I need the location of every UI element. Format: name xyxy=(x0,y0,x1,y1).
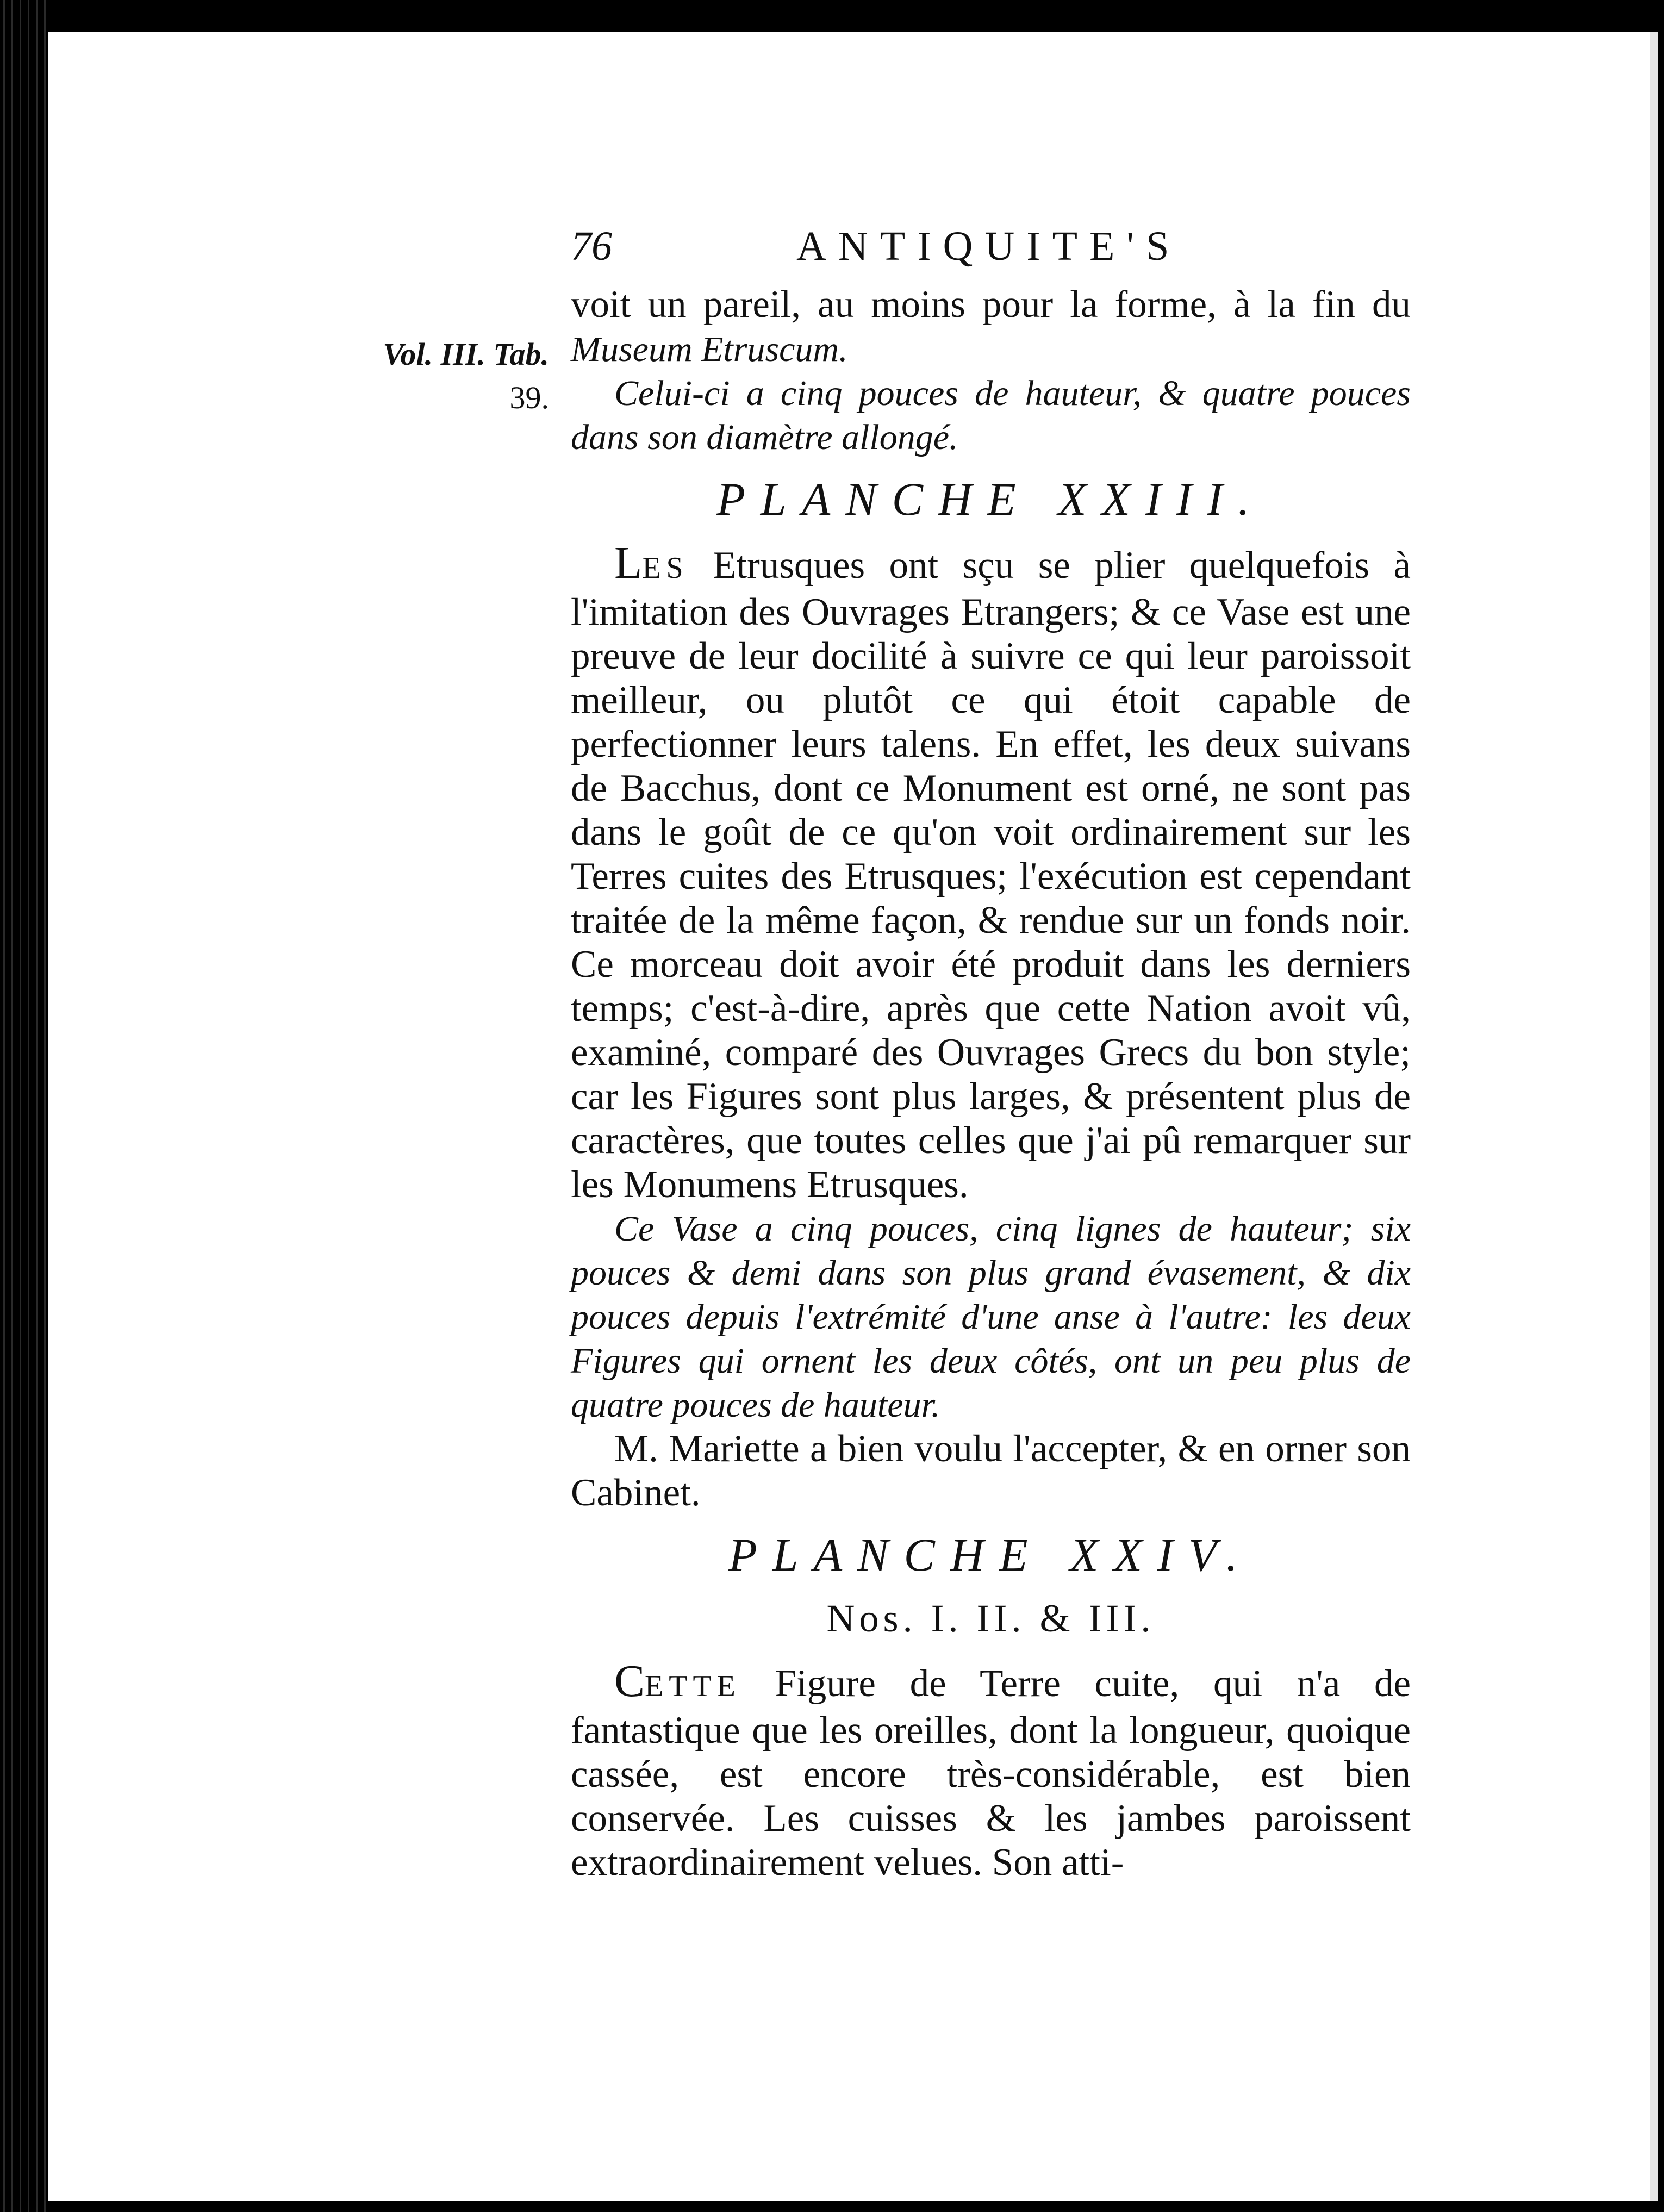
page-number: 76 xyxy=(571,223,612,269)
plate-23-owner: M. Mariette a bien voulu l'accepter, & en orner son Cabinet. xyxy=(571,1428,1411,1514)
margin-note-number: 39. xyxy=(509,380,549,415)
intro-italic-title: Museum Etruscum. xyxy=(571,329,848,369)
margin-note-ref: Vol. III. Tab. xyxy=(383,337,549,372)
margin-note xyxy=(326,333,549,420)
plate-23-dimensions: Ce Vase a cinq pouces, cinq lignes de hauteur; six pouces & demi dans son plus grand évasement, & dix pouces depuis l'extrémité d'une anse à l'autre: les deux Figures qui ornent les deux côtés, ont un peu plus de quatre pouces de hauteur. xyxy=(571,1209,1411,1425)
plate-24-text: Figure de Terre cuite, qui n'a de fantastique que les oreilles, dont la longueur, quoique cassée, est encore très-considérable, est bien conservée. Les cuisses & les jambes paroissent extraordinairement velues. Son atti- xyxy=(571,1662,1411,1884)
intro-dimensions: Celui-ci a cinq pouces de hauteur, & quatre pouces dans son diamètre allongé. xyxy=(571,373,1411,457)
book-binding-edge xyxy=(0,0,50,2212)
plate-24-smallcaps: ETTE xyxy=(645,1669,741,1703)
page-header xyxy=(571,223,1245,283)
plate-24-heading: PLANCHE XXIV. xyxy=(728,1529,1253,1581)
intro-text: voit un pareil, au moins pour la forme, à la fin du xyxy=(571,283,1411,326)
plate-23-smallcaps: ES xyxy=(642,551,689,585)
running-title: ANTIQUITE'S xyxy=(796,223,1181,269)
plate-23-initial: L xyxy=(614,538,643,588)
plate-23-heading: PLANCHE XXIII. xyxy=(716,473,1265,525)
plate-23-paragraph xyxy=(571,538,1411,1207)
plate-24-initial: C xyxy=(614,1656,645,1706)
plate-23-text: Etrusques ont sçu se plier quelquefois à l'imitation des Ouvrages Etrangers; & ce Vase est une preuve de leur docilité à suivre ce qui leur paroissoit meilleur, ou plutôt ce qui étoit capable de perfectionner leurs talens. En effet, les deux suivans de Bacchus, dont ce Monument est orné, ne sont pas dans le goût de ce qu'on voit ordinairement sur les Terres cuites des Etrusques; l'exécution est cependant traitée de la même façon, & rendue sur un fonds noir. Ce morceau doit avoir été produit dans les derniers temps; c'est-à-dire, après que cette Nation avoit vû, examiné, comparé des Ouvrages Grecs du bon style; car les Figures sont plus larges, & présentent plus de caractères, que toutes celles que j'ai pû remarquer sur les Monumens Etrusques. xyxy=(571,544,1411,1206)
plate-24-subheading: Nos. I. II. & III. xyxy=(826,1597,1155,1640)
plate-24-paragraph xyxy=(571,1656,1411,1885)
intro-paragraph xyxy=(571,283,1411,371)
page-body xyxy=(571,283,1411,1885)
